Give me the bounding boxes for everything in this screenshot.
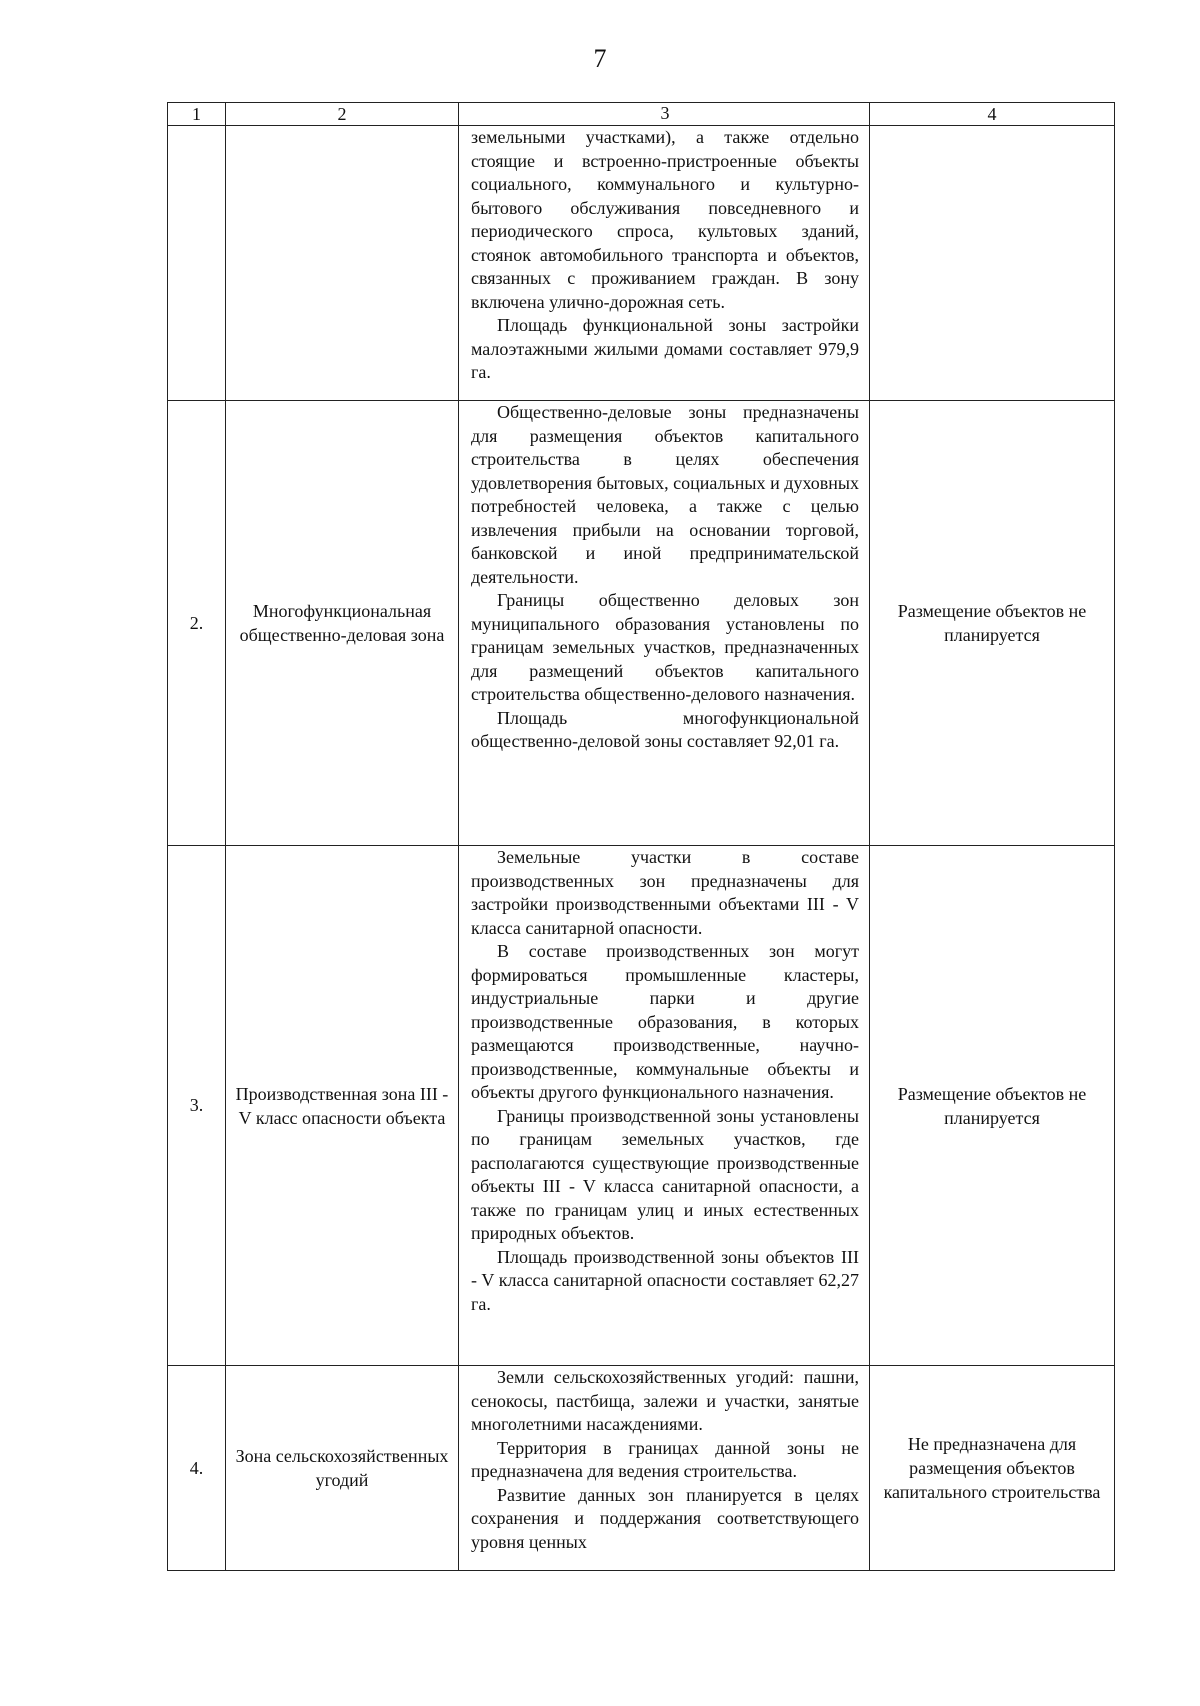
zone-description	[459, 126, 870, 401]
zone-description	[459, 1366, 870, 1571]
table-row	[168, 846, 1115, 1366]
row-number: 4.	[168, 1366, 226, 1571]
description-paragraph: земельными участками), а также отдельно стоящие и встроенно-пристроенные объекты социального, коммунального и культурно-бытового обслуживания повседневного и периодического спроса, культовых зданий, стоянок автомобильного транспорта и объектов, связанных с проживанием граждан. В зону включена улично-дорожная сеть.	[471, 127, 859, 312]
zones-table	[167, 102, 1115, 1571]
zone-description	[459, 401, 870, 846]
row-number: 3.	[168, 846, 226, 1366]
description-paragraph: Земли сельскохозяйственных угодий: пашни, сенокосы, пастбища, залежи и участки, занятые многолетними насаждениями.	[471, 1367, 859, 1434]
header-col-2: 2	[226, 103, 459, 126]
zone-plan: Размещение объектов не планируется	[870, 401, 1115, 846]
description-paragraph: В составе производственных зон могут формироваться промышленные кластеры, индустриальные парки и другие производственные образования, в которых размещаются производственные, научно-производственные, коммунальные объекты и объекты другого функционального назначения.	[471, 941, 859, 1102]
zone-description	[459, 846, 870, 1366]
table-row	[168, 401, 1115, 846]
table-row	[168, 1366, 1115, 1571]
table-row	[168, 126, 1115, 401]
zone-name	[226, 126, 459, 401]
page-number: 7	[593, 44, 607, 73]
zone-plan	[870, 126, 1115, 401]
header-col-3: 3	[459, 103, 870, 126]
table-header-row	[168, 103, 1115, 126]
zone-name: Производственная зона III - V класс опасности объекта	[226, 846, 459, 1366]
description-paragraph: Земельные участки в составе производственных зон предназначены для застройки производственными объектами III - V класса санитарной опасности.	[471, 847, 859, 938]
zone-name: Зона сельскохозяйственных угодий	[226, 1366, 459, 1571]
description-paragraph: Территория в границах данной зоны не предназначена для ведения строительства.	[471, 1437, 859, 1481]
row-number	[168, 126, 226, 401]
zone-plan: Размещение объектов не планируется	[870, 846, 1115, 1366]
description-paragraph: Площадь производственной зоны объектов III - V класса санитарной опасности составляет 62,27 га.	[471, 1246, 859, 1314]
description-paragraph: Площадь функциональной зоны застройки малоэтажными жилыми домами составляет 979,9 га.	[471, 315, 859, 382]
description-paragraph: Площадь многофункциональной общественно-деловой зоны составляет 92,01 га.	[471, 707, 859, 751]
zone-name: Многофункциональная общественно-деловая зона	[226, 401, 459, 846]
description-paragraph: Развитие данных зон планируется в целях сохранения и поддержания соответствующего уровня ценных	[471, 1484, 859, 1552]
header-col-1: 1	[168, 103, 226, 126]
description-paragraph: Границы производственной зоны установлены по границам земельных участков, где располагаются существующие производственные объекты III - V класса санитарной опасности, а также по границам улиц и иных естественных природных объектов.	[471, 1105, 859, 1243]
row-number: 2.	[168, 401, 226, 846]
header-col-4: 4	[870, 103, 1115, 126]
zone-plan: Не предназначена для размещения объектов капитального строительства	[870, 1366, 1115, 1571]
description-paragraph: Общественно-деловые зоны предназначены для размещения объектов капитального строительства в целях обеспечения удовлетворения бытовых, социальных и духовных потребностей человека, а также с целью извлечения прибыли на основании торговой, банковской и иной предпринимательской деятельности.	[471, 402, 859, 587]
description-paragraph: Границы общественно деловых зон муниципального образования установлены по границам земельных участков, предназначенных для размещений объектов капитального строительства общественно-делового назначения.	[471, 590, 859, 704]
